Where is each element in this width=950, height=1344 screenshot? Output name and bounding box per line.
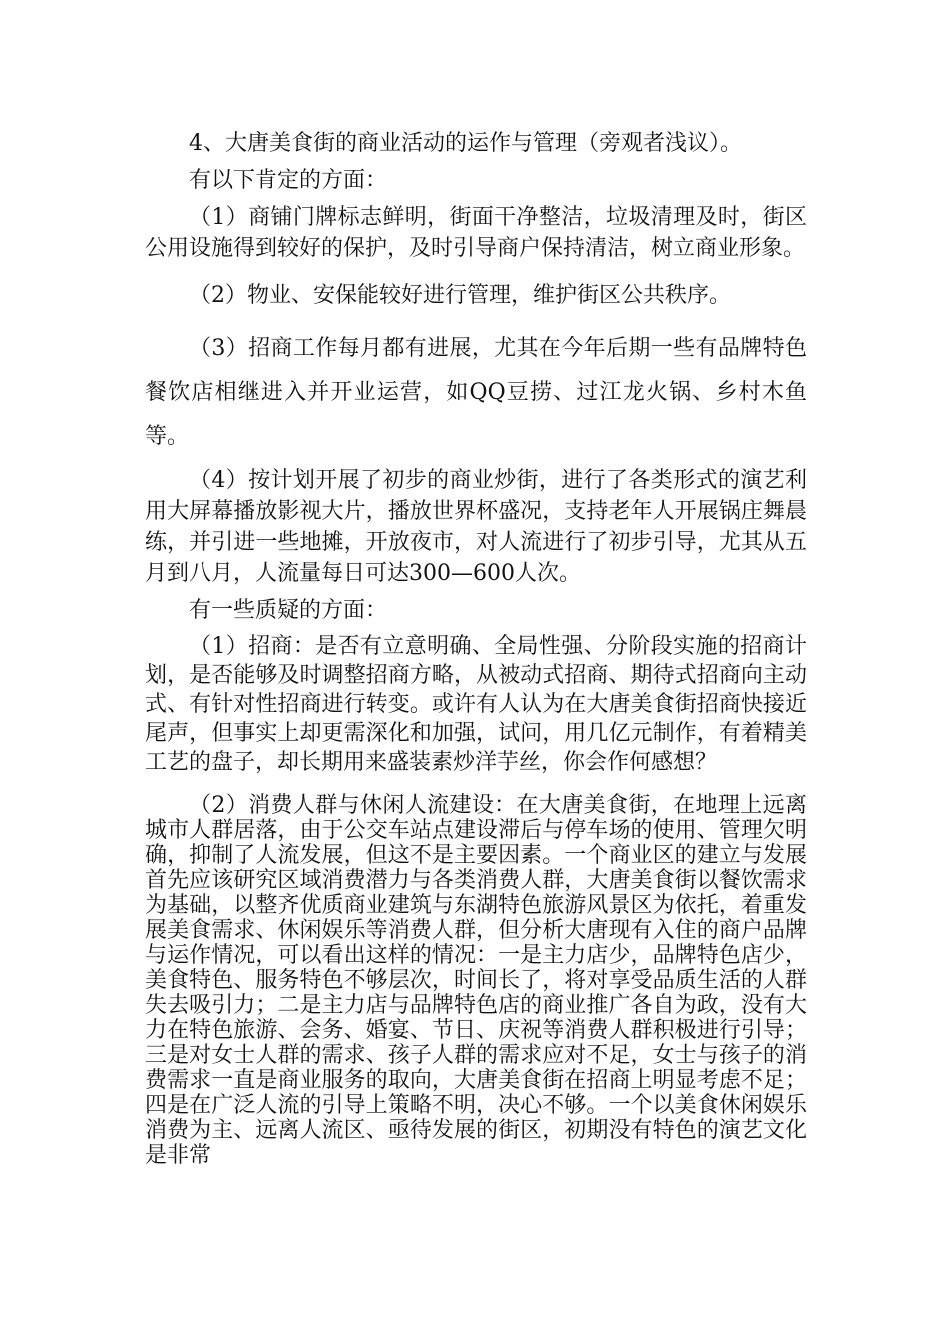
question-point-2: （2）消费人群与休闲人流建设：在大唐美食街，在地理上远离城市人群居落，由于公交车站点建设滞后与停车场的使用、管理欠明确，抑制了人流发展，但这不是主要因素。一个商业区的建立与发展首先应该研究区域消费潜力与各类消费人群，大唐美食街以餐饮需求为基础，以整齐优质商业建筑与东湖特色旅游风景区为依托，着重发展美食需求、休闲娱乐等消费人群，但分析大唐现有入住的商户品牌与运作情况，可以看出这样的情况：一是主力店少，品牌特色店少，美食特色、服务特色不够层次，时间长了，将对享受品质生活的人群失去吸引力；二是主力店与品牌特色店的商业推广各自为政，没有大力在特色旅游、会务、婚宴、节日、庆祝等消费人群积极进行引导；三是对女士人群的需求、孩子人群的需求应对不足，女士与孩子的消费需求一直是商业服务的取向，大唐美食街在招商上明显考虑不足；四是在广泛人流的引导上策略不明，决心不够。一个以美食休闲娱乐消费为主、远离人流区、亟待发展的街区，初期没有特色的演艺文化是非常: [145, 793, 807, 1168]
positive-aspects-heading: 有以下肯定的方面：: [189, 168, 388, 193]
positive-point-4: （4）按计划开展了初步的商业炒街，进行了各类形式的演艺利用大屏幕播放影视大片，播放世界杯盛况，支持老年人开展锅庄舞晨练，并引进一些地摊，开放夜市，对人流进行了初步引导，尤其从五月到八月，人流量每日可达300—600人次。: [145, 468, 807, 586]
question-point-1: （1）招商：是否有立意明确、全局性强、分阶段实施的招商计划，是否能够及时调整招商方略，从被动式招商、期待式招商向主动式、有针对性招商进行转变。或许有人认为在大唐美食街招商快接近尾声，但事实上却更需深化和加强，试问，用几亿元制作，有着精美工艺的盘子，却长期用来盛装素炒洋芋丝，你会作何感想？: [145, 634, 807, 775]
positive-point-3: （3）招商工作每月都有进展，尤其在今年后期一些有品牌特色餐饮店相继进入并开业运营，如QQ豆捞、过江龙火锅、乡村木鱼等。: [145, 336, 807, 449]
section-heading: 4、大唐美食街的商业活动的运作与管理（旁观者浅议）。: [189, 131, 742, 156]
document-body: [145, 128, 807, 1168]
positive-point-1: （1）商铺门牌标志鲜明，街面干净整洁，垃圾清理及时，街区公用设施得到较好的保护，及时引导商户保持清洁，树立商业形象。: [145, 205, 807, 261]
questionable-aspects-heading: 有一些质疑的方面：: [189, 598, 388, 623]
positive-point-2: （2）物业、安保能较好进行管理，维护街区公共秩序。: [189, 283, 731, 308]
